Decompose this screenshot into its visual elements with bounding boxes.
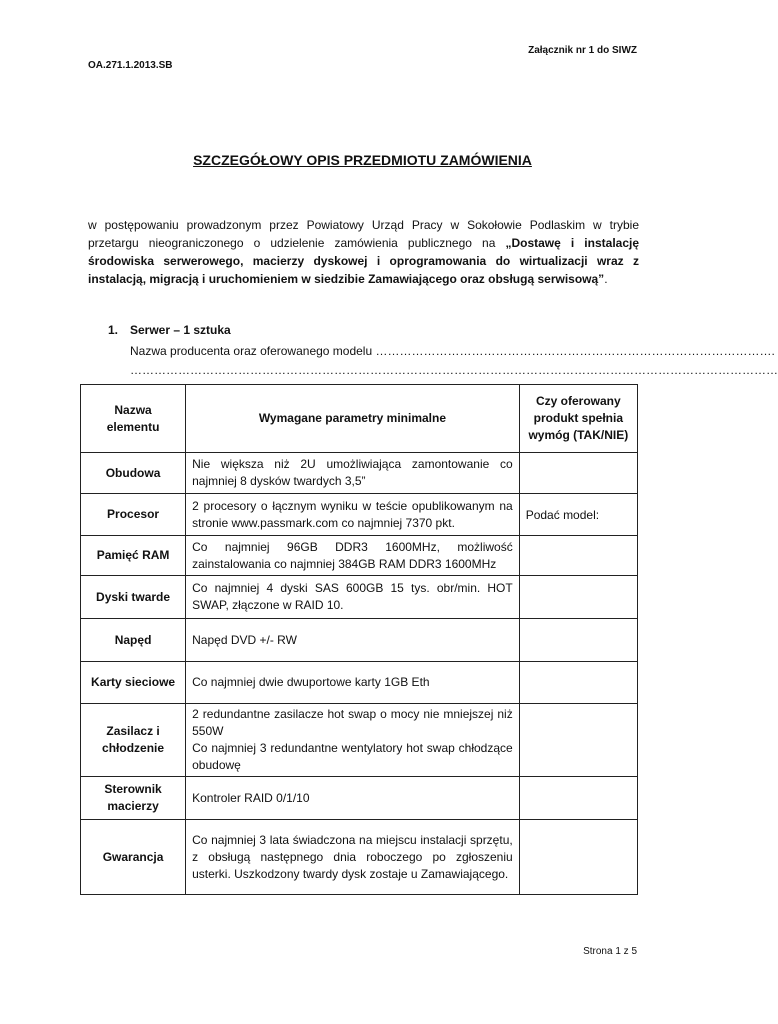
- intro-text: w postępowaniu prowadzonym przez Powiatowy Urząd Pracy w Sokołowie Podlaskim w trybie przetargu nieograniczonego o udzielenie zamówienia publicznego na: [88, 218, 639, 250]
- producer-line-1: [130, 342, 775, 361]
- row-name: Gwarancja: [81, 820, 186, 895]
- table-row: [81, 494, 638, 536]
- row-answer[interactable]: Podać model:: [519, 494, 637, 536]
- row-answer[interactable]: [519, 820, 637, 895]
- row-param-line: Co najmniej 3 redundantne wentylatory hot swap chłodzące obudowę: [192, 741, 513, 772]
- header-element-name: Nazwa elementu: [81, 385, 186, 453]
- row-param-line: 2 redundantne zasilacze hot swap o mocy nie mniejszej niż 550W: [192, 707, 513, 738]
- table-header-row: [81, 385, 638, 453]
- table-row: [81, 576, 638, 619]
- row-answer[interactable]: [519, 662, 637, 704]
- row-param: Kontroler RAID 0/1/10: [186, 777, 520, 820]
- row-param: [186, 704, 520, 777]
- row-param: 2 procesory o łącznym wyniku w teście opublikowanym na stronie www.passmark.com co najmniej 7370 pkt.: [186, 494, 520, 536]
- row-param: Co najmniej 96GB DDR3 1600MHz, możliwość zainstalowania co najmniej 384GB RAM DDR3 1600MHz: [186, 536, 520, 576]
- section-number: 1.: [108, 323, 119, 337]
- intro-paragraph: [88, 216, 639, 288]
- row-name: Zasilacz i chłodzenie: [81, 704, 186, 777]
- page-title: SZCZEGÓŁOWY OPIS PRZEDMIOTU ZAMÓWIENIA: [193, 152, 532, 168]
- table-row: [81, 619, 638, 662]
- table-row: [81, 453, 638, 494]
- spec-table: [80, 384, 638, 895]
- row-answer[interactable]: [519, 453, 637, 494]
- table-row: [81, 777, 638, 820]
- row-param: Co najmniej dwie dwuportowe karty 1GB Eth: [186, 662, 520, 704]
- row-name: Karty sieciowe: [81, 662, 186, 704]
- header-compliance: Czy oferowany produkt spełnia wymóg (TAK/NIE): [519, 385, 637, 453]
- row-param: Napęd DVD +/- RW: [186, 619, 520, 662]
- section-heading: [108, 323, 231, 337]
- producer-dots-2: ………………………………………………………………………………………………………………………………………………: [130, 363, 778, 377]
- section-title: Serwer – 1 sztuka: [130, 323, 231, 337]
- annex-label: Załącznik nr 1 do SIWZ: [528, 45, 637, 56]
- document-reference: OA.271.1.2013.SB: [88, 60, 173, 71]
- page-number: Strona 1 z 5: [583, 946, 637, 957]
- row-param: Nie większa niż 2U umożliwiająca zamontowanie co najmniej 8 dysków twardych 3,5”: [186, 453, 520, 494]
- table-row: [81, 820, 638, 895]
- producer-dots-1: ……………………………………………………………………………………….: [375, 344, 775, 358]
- row-param: Co najmniej 4 dyski SAS 600GB 15 tys. obr/min. HOT SWAP, złączone w RAID 10.: [186, 576, 520, 619]
- row-answer[interactable]: [519, 704, 637, 777]
- row-name: Obudowa: [81, 453, 186, 494]
- producer-field: [130, 342, 778, 380]
- row-name: Napęd: [81, 619, 186, 662]
- row-answer[interactable]: [519, 536, 637, 576]
- table-row: [81, 662, 638, 704]
- row-answer[interactable]: [519, 619, 637, 662]
- intro-end: .: [604, 272, 608, 286]
- header-parameters: Wymagane parametry minimalne: [186, 385, 520, 453]
- table-row: [81, 704, 638, 777]
- intro-subject: „Dostawę i instalację środowiska serwerowego, macierzy dyskowej i oprogramowania do wirtualizacji wraz z instalacją, migracją i uruchomieniem w siedzibie Zamawiającego oraz obsługą serwisową”: [88, 236, 640, 286]
- row-name: Sterownik macierzy: [81, 777, 186, 820]
- row-name: Dyski twarde: [81, 576, 186, 619]
- row-answer[interactable]: [519, 576, 637, 619]
- table-row: [81, 536, 638, 576]
- row-param: Co najmniej 3 lata świadczona na miejscu instalacji sprzętu, z obsługą następnego dnia roboczego po zgłoszeniu usterki. Uszkodzony twardy dysk zostaje u Zamawiającego.: [186, 820, 520, 895]
- row-answer[interactable]: [519, 777, 637, 820]
- row-name: Procesor: [81, 494, 186, 536]
- row-name: Pamięć RAM: [81, 536, 186, 576]
- producer-label: Nazwa producenta oraz oferowanego modelu: [130, 344, 373, 358]
